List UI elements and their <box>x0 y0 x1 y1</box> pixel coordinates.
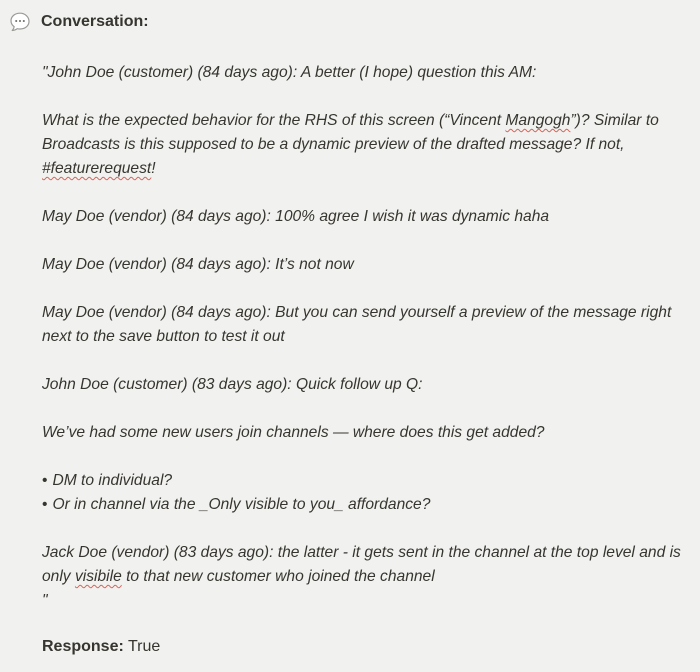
spellcheck-word: visibile <box>74 568 122 585</box>
spellcheck-word: Mangogh <box>505 112 571 129</box>
response-line <box>42 635 160 659</box>
bullet-icon: • <box>42 496 48 513</box>
list-item <box>42 469 682 493</box>
message-text: ! <box>151 160 156 177</box>
message-text: What is the expected behavior for the RHS of this screen (“Vincent <box>42 112 506 129</box>
message-8 <box>42 541 682 589</box>
conversation-header <box>8 10 149 34</box>
list-item-text: DM to individual? <box>52 472 173 489</box>
list-item-text: Or in channel via the _Only visible to you_ affordance? <box>52 496 431 513</box>
message-4: May Doe (vendor) (84 days ago): It’s not now <box>42 256 354 273</box>
response-value: True <box>127 638 161 655</box>
message-6: John Doe (customer) (83 days ago): Quick follow up Q: <box>42 376 423 393</box>
list-item <box>42 493 682 517</box>
bullet-icon: • <box>42 472 48 489</box>
bullet-list <box>42 469 682 517</box>
spellcheck-word: #featurerequest <box>42 160 152 177</box>
message-text: to that new customer who joined the channel <box>121 568 435 585</box>
message-2 <box>42 109 682 181</box>
message-1: "John Doe (customer) (84 days ago): A better (I hope) question this AM: <box>42 64 537 81</box>
message-5: May Doe (vendor) (84 days ago): But you can send yourself a preview of the message right next to the save button to test it out <box>42 304 672 345</box>
message-text: ”)? Similar to Broadcasts is this supposed to be a dynamic preview of the drafted message? If not, <box>42 112 659 153</box>
conversation-body <box>42 61 682 613</box>
message-7: We’ve had some new users join channels — where does this get added? <box>42 424 545 441</box>
closing-quote: " <box>42 592 48 609</box>
conversation-title: Conversation: <box>41 13 149 30</box>
message-text: Jack Doe (vendor) (83 days ago): the latter - it gets sent in the channel at the top level and is only <box>42 544 681 585</box>
response-label: Response: <box>42 638 124 655</box>
speech-bubble-icon <box>8 10 32 34</box>
message-3: May Doe (vendor) (84 days ago): 100% agree I wish it was dynamic haha <box>42 208 550 225</box>
